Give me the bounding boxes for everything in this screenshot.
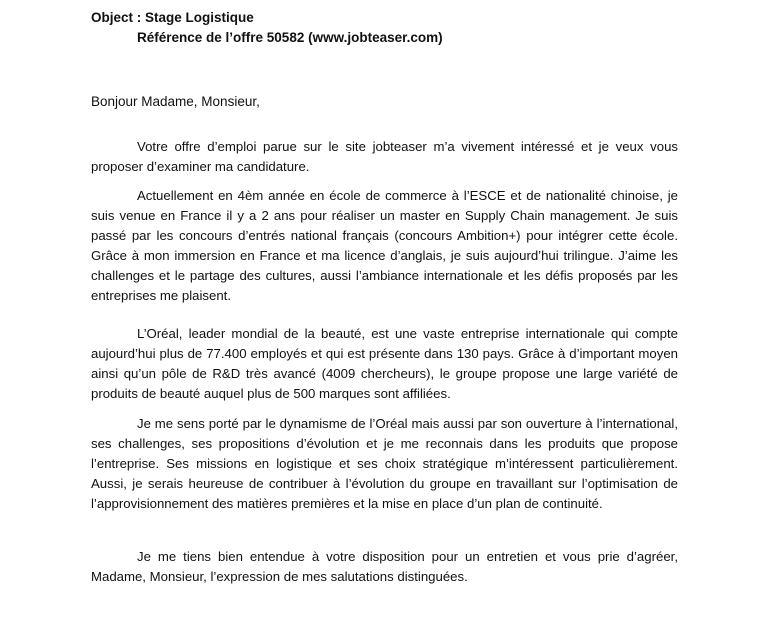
- paragraph-background: Actuellement en 4èm année en école de commerce à l’ESCE et de nationalité chinoise, je suis venue en France il y a 2 ans pour réaliser un master en Supply Chain management. Je suis passé par les concours d’entrés national français (concours Ambition+) pour intégrer cette école. Grâce à mon immersion en France et ma licence d’anglais, je suis aujourd’hui trilingue. J’aime les challenges et le partage des cultures, aussi l’ambiance internationale et les défis proposés par les entreprises me plaisent.: [91, 188, 678, 303]
- reference-line: Référence de l’offre 50582 (www.jobteaser.com): [137, 30, 443, 45]
- paragraph-company: L’Oréal, leader mondial de la beauté, est une vaste entreprise internationale qui compte aujourd’hui plus de 77.400 employés et qui est présente dans 130 pays. Grâce à d’important moyen ainsi qu’un pôle de R&D très avancé (4009 chercheurs), le groupe propose une large variété de produits de beauté auquel plus de 500 marques sont affiliées.: [91, 326, 678, 401]
- letter-header: [91, 8, 443, 48]
- greeting: Bonjour Madame, Monsieur,: [91, 94, 260, 109]
- paragraph-closing: Je me tiens bien entendue à votre disposition pour un entretien et vous prie d’agréer, Madame, Monsieur, l’expression de mes salutations distinguées.: [91, 549, 678, 584]
- paragraph-intro: Votre offre d’emploi parue sur le site jobteaser m’a vivement intéressé et je veux vous proposer d’examiner ma candidature.: [91, 139, 678, 174]
- object-line: Object : Stage Logistique: [91, 10, 254, 25]
- paragraph-motivation: Je me sens porté par le dynamisme de l’Oréal mais aussi par son ouverture à l’international, ses challenges, ses propositions d’évolution et je me reconnais dans les produits que propose l’entreprise. Ses missions en logistique et ses choix stratégique m’intéressent particulièrement. Aussi, je serais heureuse de contribuer à l’évolution du groupe en travaillant sur l’optimisation de l’approvisionnement des matières premières et la mise en place d’un plan de continuité.: [91, 416, 678, 511]
